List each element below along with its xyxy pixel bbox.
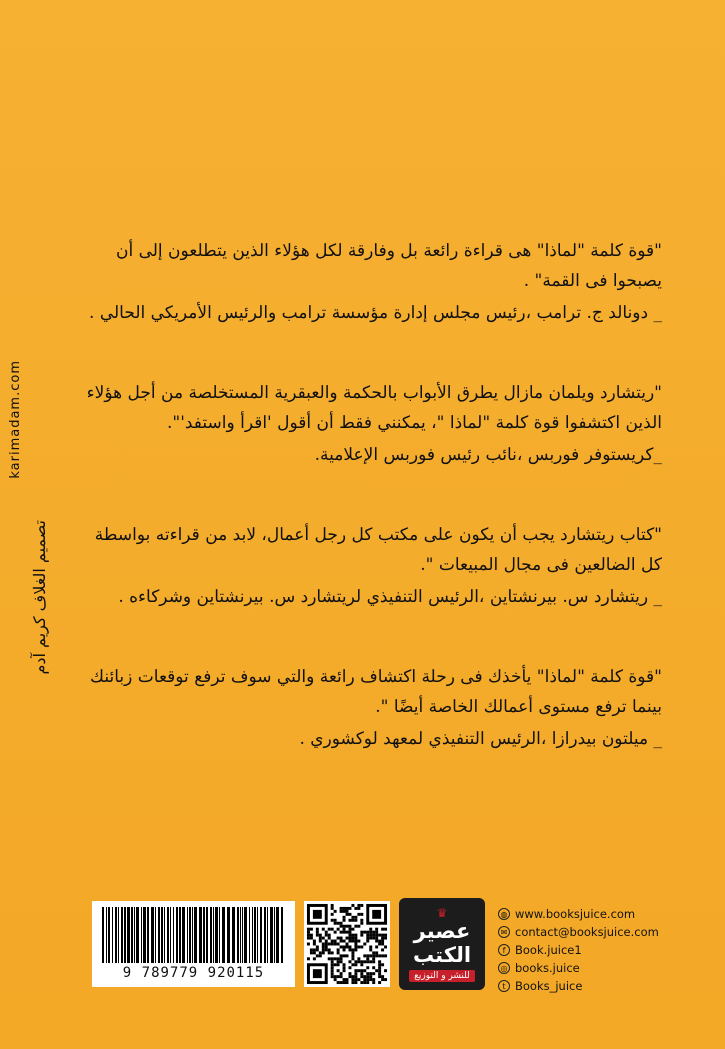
logo-line-3: للنشر و التوزيع bbox=[409, 970, 475, 982]
contact-text: contact@booksjuice.com bbox=[515, 925, 659, 939]
contact-text: Books_juice bbox=[515, 979, 583, 993]
isbn-number: 9 789779 920115 bbox=[122, 965, 265, 981]
designer-website: karimadam.com bbox=[8, 360, 23, 479]
testimonial bbox=[72, 236, 662, 328]
facebook-icon: f bbox=[498, 944, 510, 956]
quote-text: "كتاب ريتشارد يجب أن يكون على مكتب كل رجل أعمال، لابد من قراءته بواسطة كل الضالعين فى مجال المبيعات ". bbox=[94, 525, 662, 575]
quote-attribution: _كريستوفر فوربس ،نائب رئيس فوربس الإعلامية. bbox=[314, 445, 662, 465]
contact-text: books.juice bbox=[515, 961, 580, 975]
contact-instagram bbox=[498, 959, 698, 977]
publisher-logo bbox=[399, 898, 485, 990]
testimonials bbox=[72, 236, 662, 804]
twitter-icon: t bbox=[498, 980, 510, 992]
quote-text: "ريتشارد ويلمان مازال يطرق الأبواب بالحكمة والعبقرية المستخلصة من أجل هؤلاء الذين اكتشفوا قوة كلمة "لماذا "، يمكنني فقط أن أقول 'اقرأ واستفد'". bbox=[86, 383, 662, 433]
barcode-bars bbox=[100, 907, 287, 963]
quote-attribution: _ ريتشارد س. بيرنشتاين ،الرئيس التنفيذي لريتشارد س. بيرنشتاين وشركاءه . bbox=[118, 587, 662, 607]
testimonial bbox=[72, 520, 662, 612]
contact-text: www.booksjuice.com bbox=[515, 907, 636, 921]
contact-email bbox=[498, 923, 698, 941]
email-icon: ✉ bbox=[498, 926, 510, 938]
isbn-barcode bbox=[92, 901, 295, 987]
contact-website bbox=[498, 905, 698, 923]
qr-code bbox=[304, 901, 390, 987]
quote-text: "قوة كلمة "لماذا" هى قراءة رائعة بل وفارقة لكل هؤلاء الذين يتطلعون إلى أن يصبحوا فى القمة" . bbox=[115, 241, 662, 291]
cover-design-credit: تصميم الغلاف كريم آدم bbox=[30, 520, 49, 675]
quote-attribution: _ دونالد ج. ترامب ،رئيس مجلس إدارة مؤسسة ترامب والرئيس الأمريكي الحالي . bbox=[89, 303, 662, 323]
publisher-contacts bbox=[498, 905, 698, 995]
crown-icon: ♛ bbox=[436, 905, 448, 920]
contact-facebook bbox=[498, 941, 698, 959]
side-credits bbox=[0, 340, 60, 675]
contact-twitter bbox=[498, 977, 698, 995]
globe-icon: ◍ bbox=[498, 908, 510, 920]
testimonial bbox=[72, 662, 662, 754]
contact-text: Book.juice1 bbox=[515, 943, 582, 957]
quote-attribution: _ ميلتون بيدرازا ،الرئيس التنفيذي لمعهد لوكشوري . bbox=[299, 729, 662, 749]
quote-text: "قوة كلمة "لماذا" يأخذك فى رحلة اكتشاف رائعة والتي سوف ترفع توقعات زبائنك بينما ترفع مستوى أعمالك الخاصة أيضًا ". bbox=[90, 667, 662, 717]
logo-line-2: الكتب bbox=[412, 942, 472, 967]
instagram-icon: ◎ bbox=[498, 962, 510, 974]
logo-line-1: عصير bbox=[413, 918, 471, 943]
testimonial bbox=[72, 378, 662, 470]
